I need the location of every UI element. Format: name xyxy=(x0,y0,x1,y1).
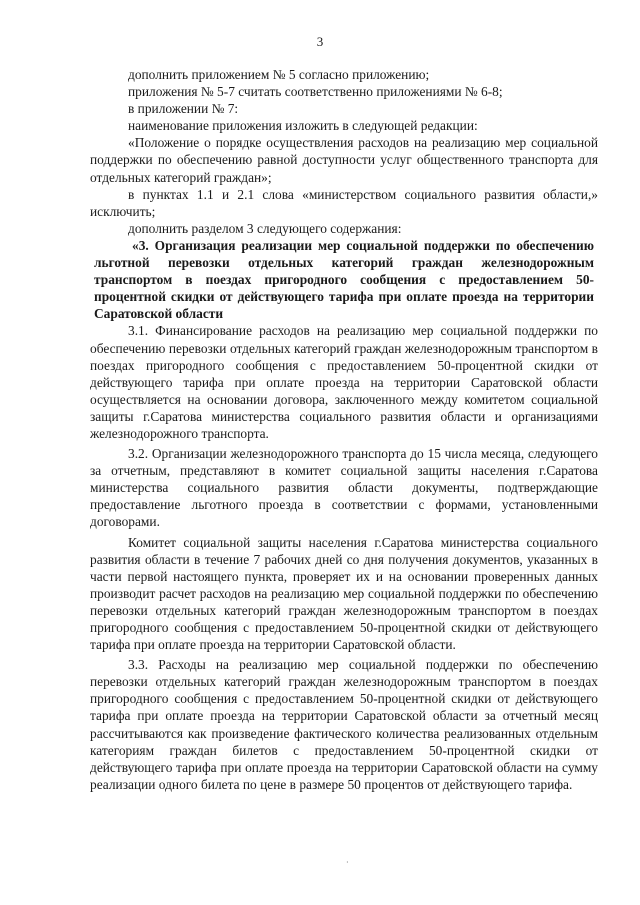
paragraph: в приложении № 7: xyxy=(128,101,239,117)
paragraph: приложения № 5-7 считать соответственно приложениями № 6-8; xyxy=(128,84,503,100)
paragraph: в пунктах 1.1 и 2.1 слова «министерством социального развития области,» исключить; xyxy=(90,186,598,219)
section-heading: «3. Организация реализации мер социальной поддержки по обеспечению льготной перевозки отдельных категорий граждан железнодорожным транспортом в поездах пригородного сообщения с предоставлением 50-процентной скидки от действующего тарифа при оплате проезда на территории Саратовской области xyxy=(94,237,594,322)
paragraph: дополнить приложением № 5 согласно приложению; xyxy=(128,67,430,82)
page-number: 3 xyxy=(316,34,324,49)
paragraph: 3.2. Организации железнодорожного транспорта до 15 числа месяца, следующего за отчетным, представляют в комитет социальной защиты населения г.Саратова министерства социального развития области документы, подтверждающие предоставление льготного проезда в соответствии с формами, установленными договорами. xyxy=(90,446,598,530)
paragraph: «Положение о порядке осуществления расходов на реализацию мер социальной поддержки по обеспечению равной доступности услуг общественного транспорта для отдельных категорий граждан»; xyxy=(90,135,598,185)
document-body xyxy=(90,66,598,793)
paragraph: наименование приложения изложить в следующей редакции: xyxy=(128,118,478,134)
paragraph: 3.1. Финансирование расходов на реализацию мер социальной поддержки по обеспечению перевозки отдельных категорий граждан железнодорожным транспортом в поездах пригородного сообщения с предоставлением 50-процентной скидки от действующего тарифа при оплате проезда на территории Саратовской области осуществляется на основании договора, заключенного между комитетом социальной защиты г.Саратова министерства социального развития области и организациями железнодорожного транспорта. xyxy=(90,323,598,441)
paragraph: 3.3. Расходы на реализацию мер социальной поддержки по обеспечению перевозки отдельных категорий граждан железнодорожным транспортом в поездах пригородного сообщения с предоставлением 50-процентной скидки от действующего тарифа при оплате проезда на территории Саратовской области за отчетный месяц рассчитываются как произведение фактического количества реализованных отдельным категориям граждан билетов с предоставлением 50-процентной скидки от действующего тарифа при оплате проезда на территории Саратовской области на сумму реализации одного билета по цене в размере 50 процентов от действующего тарифа. xyxy=(90,657,598,792)
paragraph: Комитет социальной защиты населения г.Саратова министерства социального развития области в течение 7 рабочих дней со дня получения документов, указанных в части первой настоящего пункта, проверяет их и на основании проверенных данных производит расчет расходов на реализацию мер социальной поддержки по обеспечению перевозки отдельных категорий граждан железнодорожным транспортом в поездах пригородного сообщения с предоставлением 50-процентной скидки от действующего тарифа при оплате проезда на территории Саратовской области. xyxy=(90,534,598,653)
scan-speck: · xyxy=(346,858,349,867)
paragraph: дополнить разделом 3 следующего содержания: xyxy=(128,220,402,236)
